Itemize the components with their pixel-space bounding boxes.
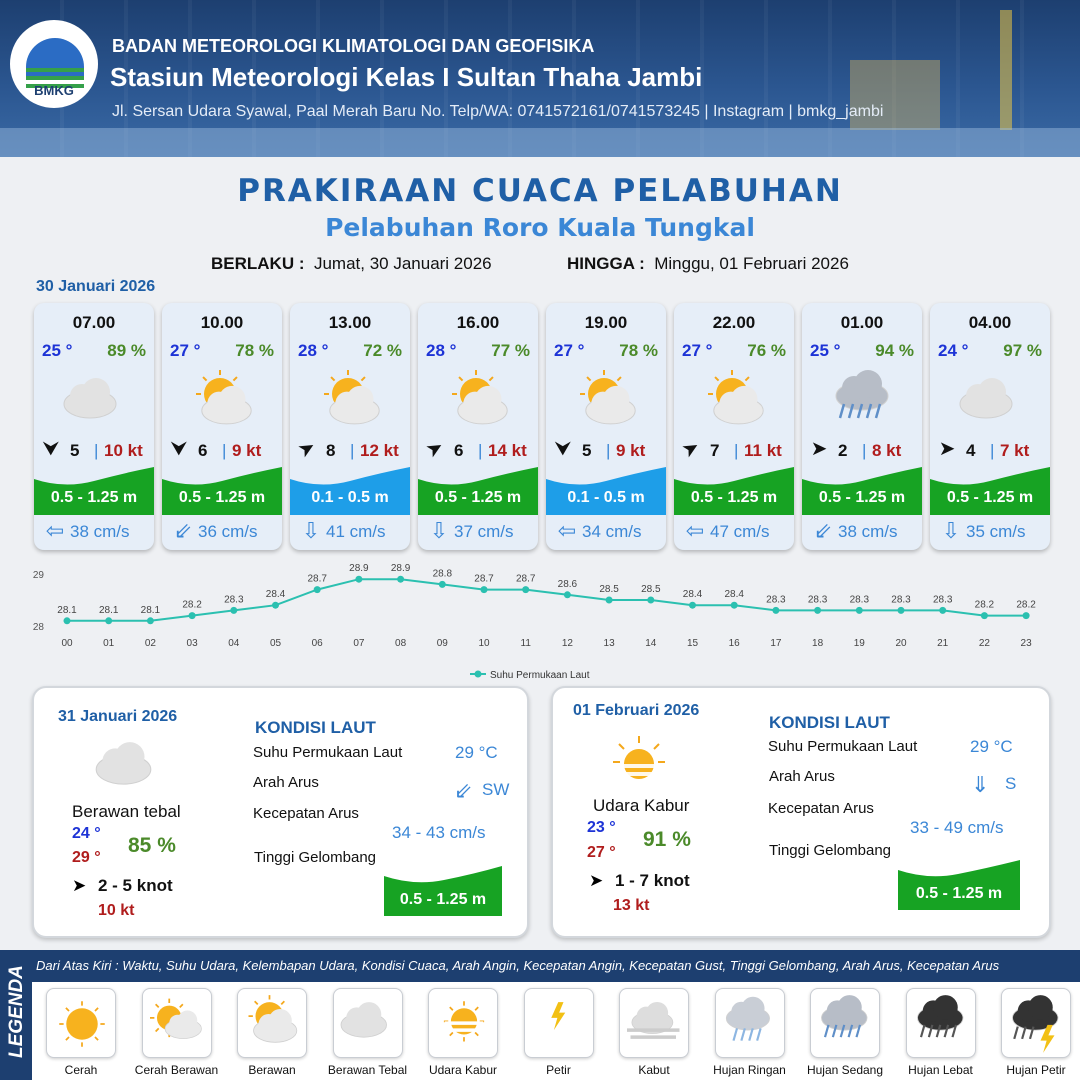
- day3-wind: 1 - 7 knot: [615, 871, 690, 890]
- sst-point: [731, 602, 738, 609]
- hujan-ringan-icon: [716, 989, 786, 1059]
- arrow-northeast-icon: ➤: [422, 435, 448, 463]
- day2-date: 31 Januari 2026: [58, 708, 178, 725]
- berawan-icon: [440, 368, 520, 428]
- forecast-current: 34 cm/s: [582, 522, 642, 541]
- legend-item-label: Hujan Ringan: [713, 1063, 786, 1077]
- arrow-south-icon: ⇩: [301, 518, 321, 543]
- forecast-wave: 0.5 - 1.25 m: [434, 489, 522, 506]
- sst-data-label: 28.3: [891, 594, 911, 606]
- day2-wind: 2 - 5 knot: [98, 876, 173, 895]
- valid-to: HINGGA : Minggu, 01 Februari 2026: [567, 254, 849, 273]
- day2-condition: Berawan tebal: [72, 802, 181, 821]
- separator: |: [478, 441, 483, 460]
- sst-point: [898, 607, 905, 614]
- legend-item: [428, 988, 498, 1058]
- forecast-card: [546, 303, 666, 550]
- forecast-gust: 10 kt: [104, 441, 143, 460]
- arrow-east-icon: ➤: [938, 438, 956, 460]
- day3-humidity: 91 %: [643, 828, 691, 851]
- legend-item: [142, 988, 212, 1058]
- arrow-south-icon: ⇩: [429, 518, 449, 543]
- day3-wave-label: Tinggi Gelombang: [769, 842, 892, 859]
- cerah-icon: [47, 989, 117, 1059]
- crane-graphic: [1000, 10, 1012, 130]
- day3-temp-min: 23 °: [587, 819, 616, 836]
- day2-panel: [32, 686, 529, 938]
- sst-data-label: 28.1: [57, 604, 77, 616]
- forecast-humidity: 89 %: [107, 341, 146, 360]
- arrow-south-icon: ⮟: [170, 438, 188, 460]
- berawan-icon: [696, 368, 776, 428]
- hujan-lebat-icon: [907, 989, 977, 1059]
- forecast-humidity: 76 %: [747, 341, 786, 360]
- x-tick-label: 19: [853, 638, 865, 649]
- legend-item: [524, 988, 594, 1058]
- sst-data-label: 28.7: [515, 573, 536, 585]
- forecast-gust: 14 kt: [488, 441, 527, 460]
- day3-sst: 29 °C: [970, 737, 1013, 756]
- day3-wave: 0.5 - 1.25 m: [915, 885, 1003, 902]
- sst-data-label: 28.9: [390, 563, 411, 575]
- x-tick-label: 02: [144, 638, 156, 649]
- forecast-wind-speed: 8: [326, 441, 336, 460]
- sst-point: [981, 612, 988, 619]
- sst-point: [772, 607, 779, 614]
- forecast-humidity: 78 %: [235, 341, 274, 360]
- y-tick-label: 29: [32, 570, 44, 581]
- x-tick-label: 17: [770, 638, 782, 649]
- legend-item-label: Hujan Lebat: [908, 1063, 973, 1077]
- forecast-card: [418, 303, 538, 550]
- berawan-tebal-icon: [56, 368, 136, 428]
- forecast-temp: 27 °: [170, 341, 201, 360]
- sst-point: [355, 576, 362, 583]
- x-tick-label: 08: [395, 638, 407, 649]
- x-tick-label: 14: [645, 638, 657, 649]
- arrow-northeast-icon: ➤: [72, 876, 87, 895]
- forecast-time: 16.00: [456, 313, 500, 332]
- legend-item: [46, 988, 116, 1058]
- separator: |: [862, 441, 867, 460]
- sst-point: [522, 586, 529, 593]
- forecast-time: 01.00: [840, 313, 884, 332]
- day3-sea-title: KONDISI LAUT: [769, 713, 890, 732]
- sst-data-label: 28.3: [849, 594, 870, 606]
- forecast-current: 37 cm/s: [454, 522, 514, 541]
- x-tick-label: 00: [61, 638, 73, 649]
- sst-point: [689, 602, 696, 609]
- sst-point: [814, 607, 821, 614]
- berawan-icon: [184, 368, 264, 428]
- legend-item-label: Hujan Petir: [1006, 1063, 1066, 1077]
- sst-data-label: 28.2: [182, 599, 202, 611]
- day3-panel: [551, 686, 1051, 938]
- day2-sea-title: KONDISI LAUT: [255, 718, 376, 737]
- sst-data-label: 28.7: [474, 573, 494, 585]
- forecast-gust: 12 kt: [360, 441, 399, 460]
- forecast-current: 35 cm/s: [966, 522, 1026, 541]
- legend-marker: [475, 671, 482, 678]
- legend-item-label: Udara Kabur: [428, 1063, 498, 1077]
- forecast-card: [162, 303, 282, 550]
- forecast-humidity: 97 %: [1003, 341, 1042, 360]
- day2-wave-label: Tinggi Gelombang: [254, 849, 377, 866]
- forecast-time: 04.00: [968, 313, 1012, 332]
- forecast-gust: 11 kt: [744, 441, 782, 460]
- forecast-temp: 27 °: [682, 341, 713, 360]
- page-subtitle: Pelabuhan Roro Kuala Tungkal: [325, 213, 755, 242]
- legend-item: [715, 988, 785, 1058]
- forecast-current: 36 cm/s: [198, 522, 258, 541]
- berawan-tebal-icon: [334, 989, 404, 1059]
- haze-sun-icon: [611, 734, 667, 786]
- forecast-wind-speed: 6: [454, 441, 464, 460]
- hujan-sedang-icon: [824, 368, 904, 428]
- x-tick-label: 05: [269, 638, 282, 649]
- cerah-berawan-icon: [143, 989, 213, 1059]
- arrow-west-icon: ⇦: [557, 518, 577, 543]
- forecast-time: 13.00: [328, 313, 372, 332]
- header-banner: [0, 0, 1080, 157]
- x-tick-label: 11: [520, 638, 531, 649]
- sst-data-label: 28.8: [432, 568, 453, 580]
- legend-item-label: Hujan Sedang: [806, 1063, 884, 1077]
- forecast-time: 10.00: [200, 313, 244, 332]
- arrow-south-icon: ⇩: [941, 518, 961, 543]
- day2-wave: 0.5 - 1.25 m: [399, 891, 487, 908]
- station-name: Stasiun Meteorologi Kelas I Sultan Thaha Jambi: [110, 62, 703, 92]
- day2-sst: 29 °C: [455, 743, 498, 762]
- sst-data-label: 28.7: [307, 573, 327, 585]
- forecast-gust: 9 kt: [616, 441, 646, 460]
- udara-kabur-icon: [429, 989, 499, 1059]
- day2-dir-label: Arah Arus: [253, 774, 319, 791]
- sst-data-label: 28.1: [140, 604, 161, 616]
- valid-from: BERLAKU : Jumat, 30 Januari 2026: [211, 254, 492, 273]
- day3-temp-max: 27 °: [587, 844, 616, 861]
- forecast-time: 07.00: [72, 313, 116, 332]
- forecast-temp: 25 °: [42, 341, 73, 360]
- legend-item-label: Cerah Berawan: [134, 1063, 219, 1077]
- sst-point: [272, 602, 279, 609]
- sst-data-label: 28.3: [807, 594, 828, 606]
- terminal-floor-graphic: [0, 128, 1080, 157]
- legend-item: [237, 988, 307, 1058]
- day3-speed-label: Kecepatan Arus: [768, 800, 874, 817]
- day3-sst-label: Suhu Permukaan Laut: [768, 738, 918, 755]
- berawan-icon: [238, 989, 308, 1059]
- berawan-tebal-icon: [952, 368, 1032, 428]
- arrow-northeast-icon: ➤: [589, 871, 604, 890]
- x-tick-label: 16: [728, 638, 740, 649]
- berawan-icon: [568, 368, 648, 428]
- separator: |: [350, 441, 355, 460]
- forecast-card: [930, 303, 1050, 550]
- forecast-humidity: 72 %: [363, 341, 402, 360]
- hujan-petir-icon: [1002, 989, 1072, 1059]
- forecast-card: [34, 303, 154, 550]
- forecast-temp: 27 °: [554, 341, 585, 360]
- x-tick-label: 22: [978, 638, 990, 649]
- arrow-south-icon: ⮟: [42, 438, 60, 460]
- forecast-wave: 0.5 - 1.25 m: [818, 489, 906, 506]
- forecast-humidity: 77 %: [491, 341, 530, 360]
- sst-point: [606, 597, 613, 604]
- forecast-gust: 7 kt: [1000, 441, 1030, 460]
- forecast-wave: 0.5 - 1.25 m: [178, 489, 266, 506]
- page-title: PRAKIRAAN CUACA PELABUHAN: [237, 173, 843, 209]
- separator: |: [94, 441, 99, 460]
- day3-dir: S: [1005, 774, 1017, 793]
- arrow-west-icon: ⇦: [45, 518, 65, 543]
- legend-item-label: Berawan Tebal: [327, 1063, 408, 1077]
- hujan-sedang-icon: [811, 989, 881, 1059]
- x-tick-label: 01: [103, 638, 115, 649]
- forecast-wind-speed: 4: [966, 441, 976, 460]
- arrow-southwest-icon: ⇙: [813, 518, 833, 543]
- x-tick-label: 04: [228, 638, 240, 649]
- forecast-temp: 24 °: [938, 341, 969, 360]
- sst-data-label: 28.9: [349, 563, 369, 575]
- day2-temp-min: 24 °: [72, 825, 101, 842]
- sst-data-label: 28.4: [682, 589, 703, 601]
- forecast-current: 47 cm/s: [710, 522, 770, 541]
- forecast-time: 19.00: [584, 313, 628, 332]
- sst-point: [439, 581, 446, 588]
- sst-data-label: 28.4: [724, 589, 744, 601]
- cloud-icon: [90, 738, 160, 788]
- day2-humidity: 85 %: [128, 834, 176, 857]
- sst-data-label: 28.5: [641, 584, 661, 595]
- legend-item: [1001, 988, 1071, 1058]
- sst-data-label: 28.4: [265, 589, 286, 601]
- forecast-current: 38 cm/s: [838, 522, 898, 541]
- x-tick-label: 13: [603, 638, 615, 649]
- x-tick-label: 03: [186, 638, 198, 649]
- x-tick-label: 09: [436, 638, 448, 649]
- forecast-wave: 0.5 - 1.25 m: [690, 489, 778, 506]
- forecast-wave: 0.1 - 0.5 m: [567, 489, 645, 506]
- legend-item-label: Cerah: [64, 1063, 98, 1077]
- forecast-time: 22.00: [712, 313, 756, 332]
- x-tick-label: 06: [311, 638, 323, 649]
- sst-data-label: 28.6: [557, 578, 578, 590]
- forecast-wave: 0.5 - 1.25 m: [946, 489, 1034, 506]
- day3-speed: 33 - 49 cm/s: [910, 818, 1004, 837]
- sst-data-label: 28.3: [932, 594, 953, 606]
- sst-point: [189, 612, 196, 619]
- x-tick-label: 21: [937, 638, 949, 649]
- forecast-wind-speed: 5: [70, 441, 80, 460]
- forecast-card: [674, 303, 794, 550]
- forecast-wind-speed: 7: [710, 441, 720, 460]
- day3-gust: 13 kt: [613, 897, 650, 914]
- x-tick-label: 20: [895, 638, 907, 649]
- day2-gust: 10 kt: [98, 902, 135, 919]
- sst-point: [481, 586, 488, 593]
- sst-point: [856, 607, 863, 614]
- sst-point: [564, 591, 571, 598]
- sst-data-label: 28.3: [224, 594, 244, 606]
- legend-item-label: Petir: [546, 1063, 571, 1077]
- day2-speed-label: Kecepatan Arus: [253, 805, 359, 822]
- arrow-west-icon: ⇦: [685, 518, 705, 543]
- forecast-card: [290, 303, 410, 550]
- bmkg-logo: BMKG: [10, 20, 98, 108]
- forecast-gust: 8 kt: [872, 441, 902, 460]
- day2-temp-max: 29 °: [72, 849, 101, 866]
- sst-data-label: 28.2: [1016, 599, 1036, 611]
- kabut-icon: [620, 989, 690, 1059]
- forecast-wave: 0.5 - 1.25 m: [50, 489, 138, 506]
- day2-sst-label: Suhu Permukaan Laut: [253, 744, 403, 761]
- day3-condition: Udara Kabur: [593, 796, 690, 815]
- sst-point: [397, 576, 404, 583]
- x-tick-label: 07: [353, 638, 365, 649]
- sst-data-label: 28.5: [599, 584, 619, 595]
- forecast-humidity: 94 %: [875, 341, 914, 360]
- sst-data-label: 28.2: [974, 599, 995, 611]
- separator: |: [222, 441, 227, 460]
- legend-item: [810, 988, 880, 1058]
- station-address: Jl. Sersan Udara Syawal, Paal Merah Baru No. Telp/WA: 0741572161/0741573245 | Instagram | bmkg_jambi: [112, 103, 884, 120]
- forecast-temp: 28 °: [298, 341, 329, 360]
- forecast-current: 41 cm/s: [326, 522, 386, 541]
- sst-point: [105, 617, 112, 624]
- forecast-wind-speed: 5: [582, 441, 592, 460]
- day2-dir: SW: [482, 780, 510, 799]
- arrow-northeast-icon: ➤: [678, 435, 704, 463]
- arrow-south-icon: ⇓: [971, 772, 990, 797]
- sst-chart: [0, 560, 1080, 685]
- x-tick-label: 18: [812, 638, 824, 649]
- y-tick-label: 28: [32, 622, 44, 633]
- x-tick-label: 10: [478, 638, 490, 649]
- arrow-northeast-icon: ➤: [294, 435, 320, 463]
- day3-dir-label: Arah Arus: [769, 768, 835, 785]
- arrow-southwest-icon: ⇙: [173, 518, 193, 543]
- arrow-east-icon: ➤: [810, 438, 828, 460]
- arrow-south-icon: ⮟: [554, 438, 572, 460]
- day3-date: 01 Februari 2026: [573, 702, 700, 719]
- x-tick-label: 23: [1020, 638, 1032, 649]
- berawan-icon: [312, 368, 392, 428]
- legend-item-label: Kabut: [638, 1063, 670, 1077]
- sst-line: [67, 579, 1026, 621]
- legend-side-label: LEGENDA: [0, 950, 32, 1080]
- sst-point: [147, 617, 154, 624]
- legend-item-label: Berawan: [248, 1063, 296, 1077]
- legend-item: [906, 988, 976, 1058]
- legend-description: Dari Atas Kiri : Waktu, Suhu Udara, Kelembapan Udara, Kondisi Cuaca, Arah Angin, Kecepatan Angin, Kecepatan Gust, Tinggi Gelombang, Arah Arus, Kecepatan Arus: [32, 950, 1080, 982]
- sst-data-label: 28.3: [766, 594, 786, 606]
- separator: |: [990, 441, 995, 460]
- forecast-wind-speed: 2: [838, 441, 848, 460]
- sst-data-label: 28.1: [98, 604, 119, 616]
- x-tick-label: 15: [686, 638, 699, 649]
- sst-point: [1023, 612, 1030, 619]
- legend: [0, 950, 1080, 1080]
- forecast-current: 38 cm/s: [70, 522, 130, 541]
- separator: |: [606, 441, 611, 460]
- agency-name: BADAN METEOROLOGI KLIMATOLOGI DAN GEOFISIKA: [112, 36, 595, 56]
- forecast-card: [802, 303, 922, 550]
- forecast-wind-speed: 6: [198, 441, 208, 460]
- legend-label: Suhu Permukaan Laut: [490, 670, 590, 681]
- sst-point: [939, 607, 946, 614]
- forecast-humidity: 78 %: [619, 341, 658, 360]
- sst-point: [314, 586, 321, 593]
- x-tick-label: 12: [561, 638, 573, 649]
- forecast-gust: 9 kt: [232, 441, 262, 460]
- day1-date: 30 Januari 2026: [36, 278, 156, 295]
- legend-item: [619, 988, 689, 1058]
- petir-icon: [525, 989, 595, 1059]
- sst-point: [647, 597, 654, 604]
- forecast-wave: 0.1 - 0.5 m: [311, 489, 389, 506]
- sst-point: [64, 617, 71, 624]
- sst-point: [230, 607, 237, 614]
- arrow-southwest-icon: ⇙: [454, 778, 473, 803]
- day2-speed: 34 - 43 cm/s: [392, 823, 486, 842]
- forecast-temp: 28 °: [426, 341, 457, 360]
- forecast-temp: 25 °: [810, 341, 841, 360]
- separator: |: [734, 441, 739, 460]
- legend-item: [333, 988, 403, 1058]
